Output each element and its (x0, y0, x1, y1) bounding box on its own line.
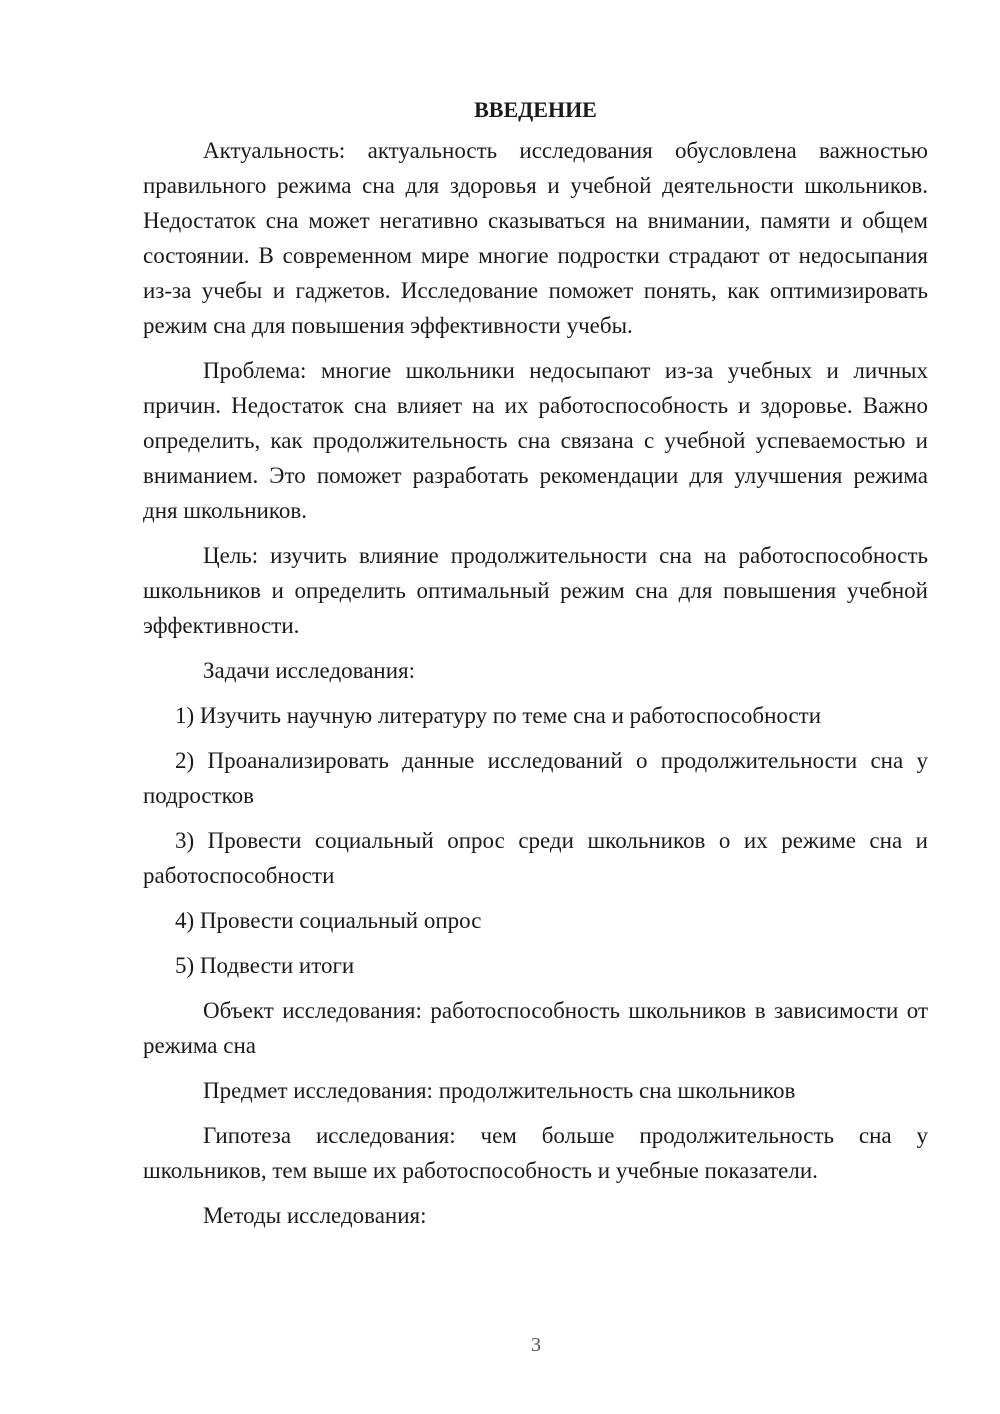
relevance-paragraph: Актуальность: актуальность исследования обусловлена важностью правильного режима сна для здоровья и учебной деятельности школьников. Недостаток сна может негативно сказываться на внимании, памяти и общем состоянии. В современном мире многие подростки страдают от недосыпания из-за учебы и гаджетов. Исследование поможет понять, как оптимизировать режим сна для повышения эффективности учебы. (143, 138, 928, 338)
task-item: 4) Провести социальный опрос (175, 908, 482, 933)
task-item: 5) Подвести итоги (175, 953, 355, 978)
task-item: 1) Изучить научную литературу по теме сна и работоспособности (175, 703, 822, 728)
problem-paragraph: Проблема: многие школьники недосыпают из-за учебных и личных причин. Недостаток сна влияет на их работоспособность и здоровье. Важно определить, как продолжительность сна связана с учебной успеваемостью и вниманием. Это поможет разработать рекомендации для улучшения режима дня школьников. (143, 358, 928, 523)
document-page (143, 92, 928, 1243)
tasks-label: Задачи исследования: (203, 658, 416, 683)
task-item: 2) Проанализировать данные исследований о продолжительности сна у подростков (143, 748, 928, 808)
object-paragraph: Объект исследования: работоспособность школьников в зависимости от режима сна (143, 998, 928, 1058)
hypothesis-paragraph: Гипотеза исследования: чем больше продолжительность сна у школьников, тем выше их работоспособность и учебные показатели. (143, 1123, 928, 1183)
task-item: 3) Провести социальный опрос среди школьников о их режиме сна и работоспособности (143, 828, 928, 888)
goal-paragraph: Цель: изучить влияние продолжительности сна на работоспособность школьников и определить оптимальный режим сна для повышения учебной эффективности. (143, 543, 928, 638)
subject-paragraph: Предмет исследования: продолжительность сна школьников (203, 1078, 796, 1103)
page-title: ВВЕДЕНИЕ (474, 97, 597, 122)
page-number: 3 (531, 1334, 541, 1356)
methods-label: Методы исследования: (203, 1203, 427, 1228)
